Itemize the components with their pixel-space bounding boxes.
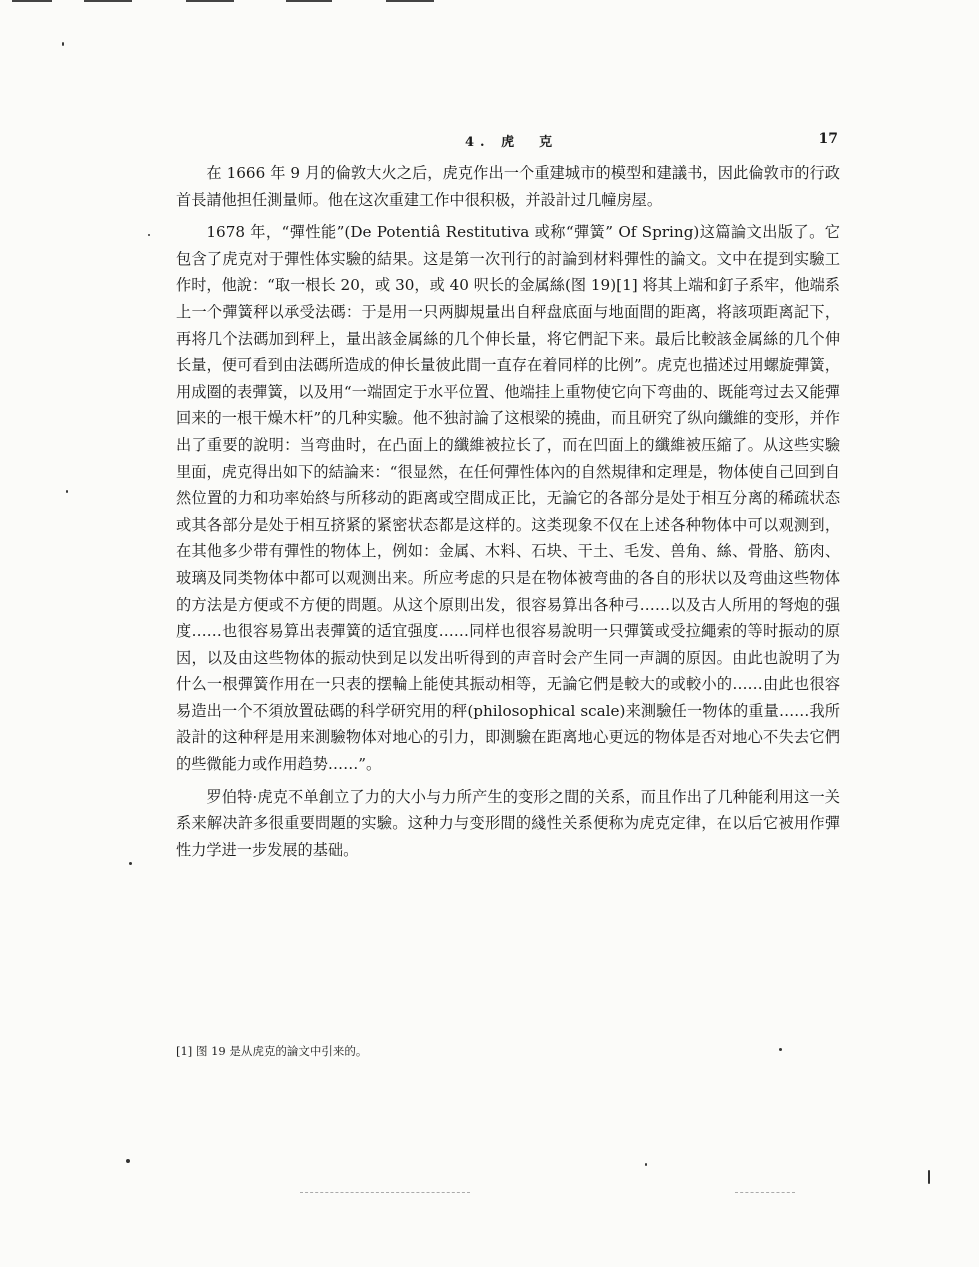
scan-mark [186, 0, 234, 2]
paragraph: 在 1666 年 9 月的倫敦大火之后，虎克作出一个重建城市的模型和建議书，因此倫敦市的行政首長請他担任測量师。他在这次重建工作中很积极，并設計过几幢房屋。 [176, 164, 840, 209]
scan-speck [148, 234, 150, 236]
scan-mark [386, 0, 434, 2]
footnote: [1] 图 19 是从虎克的論文中引来的。 [176, 1044, 368, 1058]
scan-mark [735, 1192, 795, 1194]
scan-speck [62, 42, 64, 46]
scan-speck [645, 1163, 647, 1166]
scan-speck [779, 1048, 782, 1051]
paragraph: 罗伯特·虎克不单創立了力的大小与力所产生的变形之間的关系，而且作出了几种能利用这一关系来解决許多很重要問題的实驗。这种力与变形間的綫性关系便称为虎克定律，在以后它被用作彈性力学进一步发展的基础。 [176, 787, 840, 859]
scan-speck [928, 1170, 930, 1184]
running-title: 4. 虎 克 [465, 135, 559, 150]
scan-mark [300, 1192, 470, 1194]
page-number: 17 [818, 131, 838, 147]
scan-speck [129, 862, 132, 865]
body-text [176, 160, 840, 869]
paragraph: 1678 年，“彈性能”(De Potentiâ Restitutiva 或称“彈簧” Of Spring)这篇論文出版了。它包含了虎克对于彈性体实驗的結果。这是第一次刊行的討論到材料彈性的論文。文中在提到实驗工作时，他說：“取一根长 20，或 30，或 40 呎长的金属絲(图 19)[1] 将其上端和釘子系牢，他端系上一个彈簧秤以承受法碼：于是用一只两脚規量出自秤盘底面与地面間的距离，将該项距离記下，再将几个法碼加到秤上，量出該金属絲的几个伸长量，将它們記下来。最后比較該金属絲的几个伸长量，便可看到由法碼所造成的伸长量彼此間一直存在着同样的比例”。虎克也描述过用螺旋彈簧，用成圈的表彈簧，以及用“一端固定于水平位置、他端挂上重物使它向下弯曲的、既能弯过去又能彈回来的一根干燥木杆”的几种实驗。他不独討論了这根梁的撓曲，而且研究了纵向纖維的变形，并作出了重要的說明：当弯曲时，在凸面上的纖維被拉长了，而在凹面上的纖維被压縮了。从这些实驗里面，虎克得出如下的結論来：“很显然，在任何彈性体內的自然規律和定理是，物体使自己回到自然位置的力和功率始終与所移动的距离或空間成正比，无論它的各部分是处于相互分离的稀疏状态或其各部分是处于相互挤紧的紧密状态都是这样的。这类现象不仅在上述各种物体中可以观测到，在其他多少带有彈性的物体上，例如：金属、木料、石块、干土、毛发、兽角、絲、骨胳、筋肉、玻璃及同类物体中都可以观测出来。所应考虑的只是在物体被弯曲的各自的形状以及弯曲这些物体的方法是方便或不方便的問題。从这个原則出发，很容易算出各种弓……以及古人所用的弩炮的强度……也很容易算出表彈簧的适宜强度……同样也很容易說明一只彈簧或受拉繩索的等时振动的原因，以及由这些物体的振动快到足以发出听得到的声音时会产生同一声調的原因。由此也說明了为什么一根彈簧作用在一只表的摆輪上能使其振动相等，无論它們是較大的或較小的……由此也很容易造出一个不須放置砝碼的科学研究用的秤(philosophical scale)来測驗任一物体的重量……我所設計的这种秤是用来測驗物体对地心的引力，即測驗在距离地心更远的物体是否对地心不失去它們的些微能力或作用趋势……”。 [176, 223, 840, 774]
running-header [170, 131, 838, 153]
scan-mark [84, 0, 132, 2]
scan-mark [286, 0, 332, 2]
scan-speck [66, 490, 68, 493]
scan-mark [12, 0, 52, 2]
scan-speck [126, 1159, 130, 1163]
